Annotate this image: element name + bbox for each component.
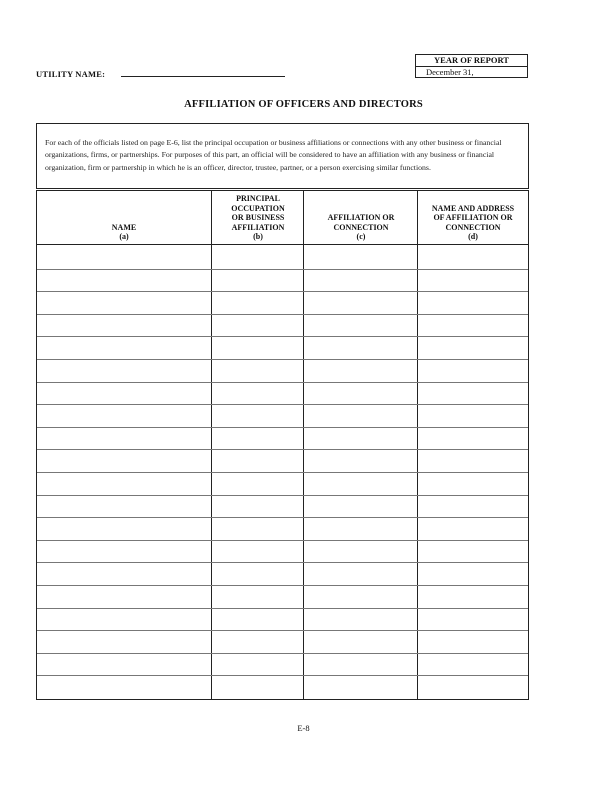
table-row-line bbox=[37, 269, 528, 270]
table-row-line bbox=[37, 336, 528, 337]
year-of-report-box bbox=[415, 54, 528, 78]
column-header-line: OF AFFILIATION OR bbox=[433, 213, 513, 223]
column-header-name-and-address bbox=[419, 191, 527, 244]
instructions-text: For each of the officials listed on page E-6, list the principal occupation or business affiliations or connections with any other business or financial organizations, firms, or partnerships. For purposes of this part, an official will be considered to have an affiliation with any business or financial organization, firm or partnership in which he is an officer, director, trustee, partner, or a person exercising similar functions. bbox=[45, 138, 502, 172]
table-row-line bbox=[37, 608, 528, 609]
column-header-line: OCCUPATION bbox=[231, 203, 285, 213]
column-header-line: NAME bbox=[111, 222, 137, 232]
table-row-line bbox=[37, 314, 528, 315]
column-header-line: CONNECTION bbox=[445, 222, 501, 232]
year-of-report-label: YEAR OF REPORT bbox=[416, 55, 527, 67]
page-number: E-8 bbox=[297, 723, 310, 733]
column-header-line: AFFILIATION OR bbox=[327, 213, 395, 223]
table-row-line bbox=[37, 382, 528, 383]
column-header-line: AFFILIATION bbox=[231, 222, 285, 232]
column-header-name bbox=[37, 191, 211, 244]
table-row-line bbox=[37, 495, 528, 496]
table-row-line bbox=[37, 291, 528, 292]
year-of-report-value[interactable]: December 31, bbox=[426, 67, 474, 77]
column-header-line: (a) bbox=[119, 232, 129, 242]
column-header-line: (b) bbox=[253, 232, 263, 242]
column-divider bbox=[211, 191, 212, 699]
table-row-line bbox=[37, 630, 528, 631]
table-row-line bbox=[37, 562, 528, 563]
table-row-line bbox=[37, 517, 528, 518]
table-row-line bbox=[37, 472, 528, 473]
table-row-line bbox=[37, 585, 528, 586]
table-row-line bbox=[37, 404, 528, 405]
column-header-line: (d) bbox=[468, 232, 478, 242]
table-row-line bbox=[37, 653, 528, 654]
table-row-line bbox=[37, 449, 528, 450]
table-row-line bbox=[37, 359, 528, 360]
column-header-line: OR BUSINESS bbox=[231, 213, 285, 223]
instructions-box bbox=[36, 123, 529, 189]
table-row-line bbox=[37, 427, 528, 428]
column-divider bbox=[417, 191, 418, 699]
table-row-line bbox=[37, 540, 528, 541]
table-row-line bbox=[37, 675, 528, 676]
utility-name-label: UTILITY NAME: bbox=[36, 69, 106, 79]
header-divider bbox=[37, 244, 528, 245]
affiliation-table bbox=[36, 190, 529, 700]
utility-name-field[interactable] bbox=[121, 76, 285, 77]
column-header-line: PRINCIPAL bbox=[236, 194, 280, 204]
column-header-line: NAME AND ADDRESS bbox=[431, 203, 515, 213]
column-divider bbox=[303, 191, 304, 699]
column-header-principal-occupation bbox=[213, 191, 303, 244]
column-header-affiliation bbox=[305, 191, 417, 244]
column-header-line: (c) bbox=[356, 232, 366, 242]
page-title: AFFILIATION OF OFFICERS AND DIRECTORS bbox=[184, 99, 423, 110]
column-header-line: CONNECTION bbox=[333, 222, 389, 232]
